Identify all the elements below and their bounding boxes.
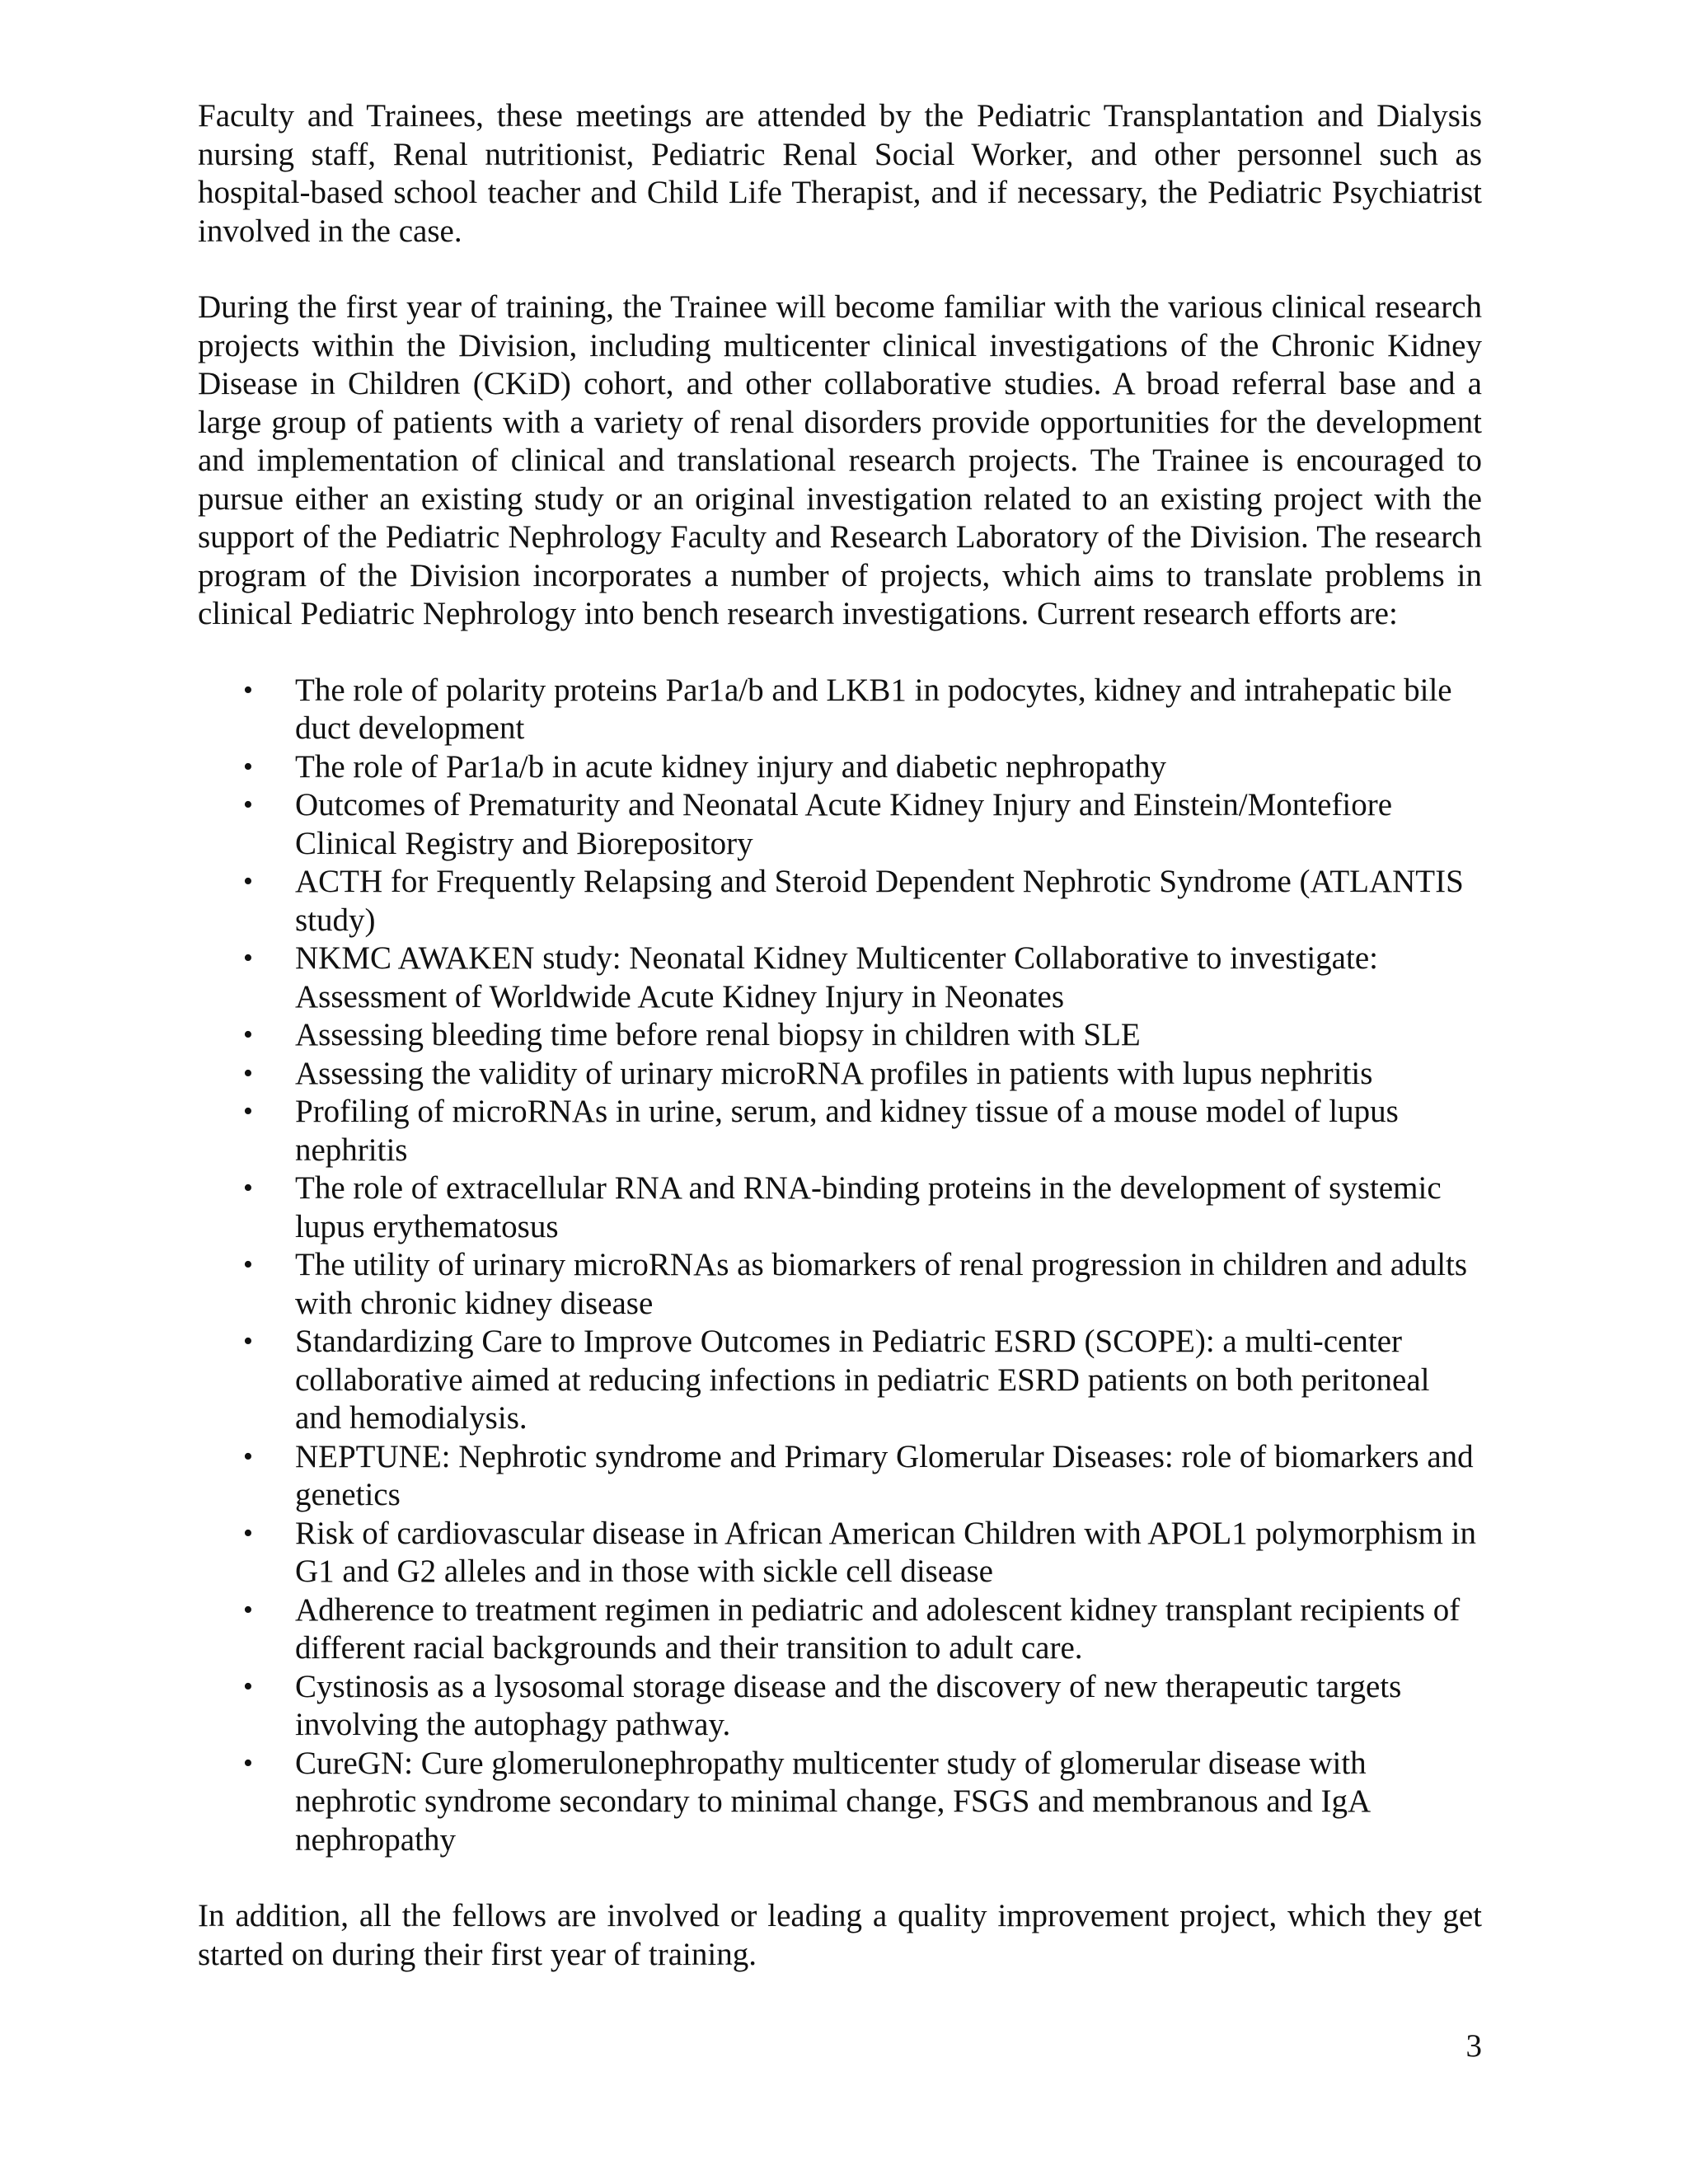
list-item-text: Assessing the validity of urinary microRNA profiles in patients with lupus nephritis	[295, 1055, 1373, 1091]
list-item	[198, 1016, 1482, 1055]
bullet-icon: •	[243, 674, 253, 705]
list-item-text: NEPTUNE: Nephrotic syndrome and Primary Glomerular Diseases: role of biomarkers and genetics	[295, 1438, 1474, 1512]
bullet-icon: •	[243, 1019, 253, 1050]
list-item	[198, 1668, 1482, 1745]
list-item	[198, 1246, 1482, 1323]
list-item	[198, 1093, 1482, 1169]
page-number: 3	[1465, 2028, 1482, 2064]
research-paragraph: During the first year of training, the Trainee will become familiar with the various clinical research projects within the Division, including multicenter clinical investigations of the Chronic Kidney Disease in Children (CKiD) cohort, and other collaborative studies. A broad referral base and a large group of patients with a variety of renal disorders provide opportunities for the development and implementation of clinical and translational research projects. The Trainee is encouraged to pursue either an existing study or an original investigation related to an existing project with the support of the Pediatric Nephrology Faculty and Research Laboratory of the Division. The research program of the Division incorporates a number of projects, which aims to translate problems in clinical Pediatric Nephrology into bench research investigations. Current research efforts are:	[198, 289, 1482, 631]
list-item	[198, 940, 1482, 1016]
list-item	[198, 863, 1482, 940]
list-item	[198, 786, 1482, 863]
bullet-icon: •	[243, 1671, 253, 1702]
list-item-text: Standardizing Care to Improve Outcomes in Pediatric ESRD (SCOPE): a multi-center collaborative aimed at reducing infections in pediatric ESRD patients on both peritoneal and hemodialysis.	[295, 1324, 1430, 1436]
list-item	[198, 1323, 1482, 1438]
list-item-text: The role of polarity proteins Par1a/b and LKB1 in podocytes, kidney and intrahepatic bile duct development	[295, 672, 1452, 746]
list-item	[198, 1591, 1482, 1668]
list-item-text: CureGN: Cure glomerulonephropathy multicenter study of glomerular disease with nephrotic syndrome secondary to minimal change, FSGS and membranous and IgA nephropathy	[295, 1745, 1369, 1858]
list-item-text: Assessing bleeding time before renal biopsy in children with SLE	[295, 1017, 1141, 1052]
list-item-text: Risk of cardiovascular disease in African American Children with APOL1 polymorphism in G1 and G2 alleles and in those with sickle cell disease	[295, 1515, 1476, 1589]
bullet-icon: •	[243, 1057, 253, 1089]
list-item-text: The role of extracellular RNA and RNA-binding proteins in the development of systemic lupus erythematosus	[295, 1170, 1442, 1244]
list-item-text: ACTH for Frequently Relapsing and Steroid Dependent Nephrotic Syndrome (ATLANTIS study)	[295, 864, 1464, 938]
bullet-icon: •	[243, 1594, 253, 1625]
list-item	[198, 1438, 1482, 1515]
list-item	[198, 1515, 1482, 1591]
list-item	[198, 748, 1482, 787]
bullet-icon: •	[243, 790, 253, 820]
bullet-icon: •	[243, 866, 253, 897]
bullet-icon: •	[243, 1096, 253, 1127]
list-item-text: The utility of urinary microRNAs as biomarkers of renal progression in children and adults with chronic kidney disease	[295, 1247, 1468, 1321]
bullet-icon: •	[243, 1517, 253, 1549]
closing-paragraph: In addition, all the fellows are involved or leading a quality improvement project, which they get started on during their first year of training.	[198, 1898, 1482, 1972]
list-item-text: Adherence to treatment regimen in pediatric and adolescent kidney transplant recipients of different racial backgrounds and their transition to adult care.	[295, 1591, 1461, 1666]
document-page	[198, 97, 1482, 1974]
bullet-icon: •	[243, 1441, 253, 1472]
list-item-text: Profiling of microRNAs in urine, serum, and kidney tissue of a mouse model of lupus nephritis	[295, 1094, 1399, 1168]
bullet-icon: •	[243, 943, 253, 973]
bullet-icon: •	[243, 1249, 253, 1280]
list-item-text: Cystinosis as a lysosomal storage disease and the discovery of new therapeutic targets involving the autophagy pathway.	[295, 1668, 1402, 1742]
research-projects-list	[198, 672, 1482, 1860]
list-item	[198, 1055, 1482, 1094]
list-item	[198, 1169, 1482, 1246]
bullet-icon: •	[243, 1173, 253, 1203]
list-item	[198, 1745, 1482, 1860]
list-item-text: The role of Par1a/b in acute kidney injury and diabetic nephropathy	[295, 748, 1166, 785]
list-item-text: Outcomes of Prematurity and Neonatal Acute Kidney Injury and Einstein/Montefiore Clinical Registry and Biorepository	[295, 787, 1393, 861]
bullet-icon: •	[243, 1747, 253, 1779]
bullet-icon: •	[243, 1326, 253, 1357]
list-item	[198, 672, 1482, 748]
intro-paragraph: Faculty and Trainees, these meetings are attended by the Pediatric Transplantation and Dialysis nursing staff, Renal nutritionist, Pediatric Renal Social Worker, and other personnel such as hospital-based school teacher and Child Life Therapist, and if necessary, the Pediatric Psychiatrist involved in the case.	[198, 98, 1482, 249]
list-item-text: NKMC AWAKEN study: Neonatal Kidney Multicenter Collaborative to investigate: Assessment of Worldwide Acute Kidney Injury in Neonates	[295, 940, 1378, 1015]
bullet-icon: •	[243, 751, 253, 782]
